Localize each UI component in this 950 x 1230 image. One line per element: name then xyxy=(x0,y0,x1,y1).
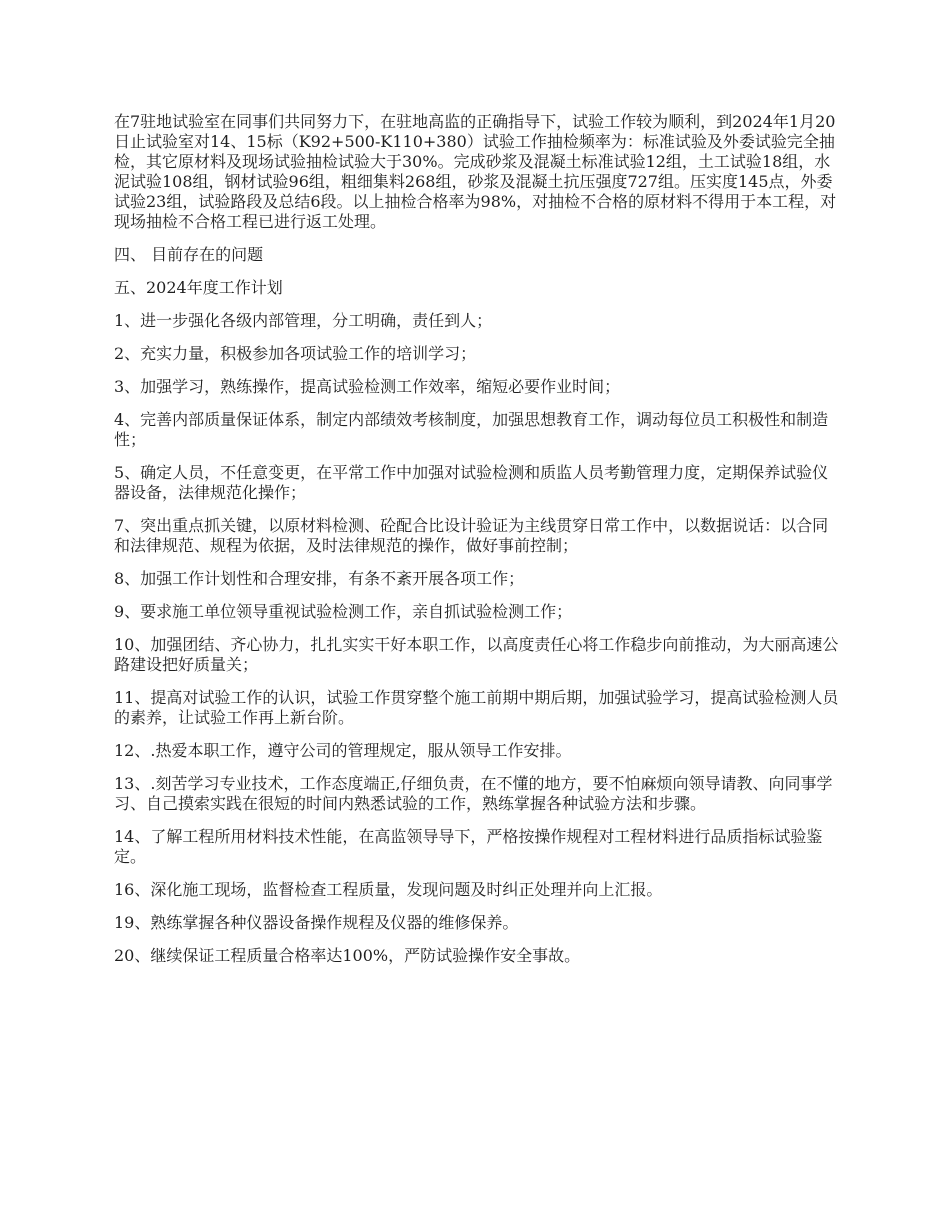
plan-item-1: 1、进一步强化各级内部管理，分工明确，责任到人； xyxy=(114,311,493,330)
plan-item-8: 8、加强工作计划性和合理安排，有条不紊开展各项工作； xyxy=(114,569,525,588)
plan-item-12: 12、.热爱本职工作，遵守公司的管理规定，服从领导工作安排。 xyxy=(114,741,572,760)
plan-item-14: 14、了解工程所用材料技术性能，在高监领导导下，严格按操作规程对工程材料进行品质指标试验鉴定。 xyxy=(114,827,823,866)
plan-item-10: 10、加强团结、齐心协力，扎扎实实干好本职工作，以高度责任心将工作稳步向前推动，为大丽高速公路建设把好质量关； xyxy=(114,635,839,674)
plan-item-4: 4、完善内部质量保证体系，制定内部绩效考核制度，加强思想教育工作，调动每位员工积极性和制造性； xyxy=(114,410,829,449)
section-heading-problems: 四、 目前存在的问题 xyxy=(114,245,264,264)
plan-item-13: 13、.刻苦学习专业技术，工作态度端正,仔细负责，在不懂的地方，要不怕麻烦向领导请教、向同事学习、自己摸索实践在很短的时间内熟悉试验的工作，熟练掌握各种试验方法和步骤。 xyxy=(114,774,833,813)
plan-item-11: 11、提高对试验工作的认识，试验工作贯穿整个施工前期中期后期，加强试验学习，提高试验检测人员的素养，让试验工作再上新台阶。 xyxy=(114,688,839,727)
plan-item-5: 5、确定人员，不任意变更，在平常工作中加强对试验检测和质监人员考勤管理力度，定期保养试验仪器设备，法律规范化操作； xyxy=(114,463,829,502)
plan-item-19: 19、熟练掌握各种仪器设备操作规程及仪器的维修保养。 xyxy=(114,913,519,932)
plan-item-7: 7、突出重点抓关键，以原材料检测、砼配合比设计验证为主线贯穿日常工作中，以数据说话：以合同和法律规范、规程为依据，及时法律规范的操作，做好事前控制； xyxy=(114,516,829,555)
plan-item-9: 9、要求施工单位领导重视试验检测工作，亲自抓试验检测工作； xyxy=(114,602,573,621)
plan-item-3: 3、加强学习，熟练操作，提高试验检测工作效率，缩短必要作业时间； xyxy=(114,377,621,396)
summary-paragraph: 在7驻地试验室在同事们共同努力下，在驻地高监的正确指导下，试验工作较为顺利，到2024年1月20日止试验室对14、15标（K92+500-K110+380）试验工作抽检频率为：标准试验及外委试验完全抽检，其它原材料及现场试验抽检试验大于30%。完成砂浆及混凝土标准试验12组，土工试验18组，水泥试验108组，钢材试验96组，粗细集料268组，砂浆及混凝土抗压强度727组。压实度145点，外委试验23组，试验路段及总结6段。以上抽检合格率为98%，对抽检不合格的原材料不得用于本工程，对现场抽检不合格工程已进行返工处理。 xyxy=(114,112,837,231)
plan-item-16: 16、深化施工现场，监督检查工程质量，发现问题及时纠正处理并向上汇报。 xyxy=(114,880,663,899)
document-body xyxy=(114,112,839,979)
section-heading-work-plan: 五、2024年度工作计划 xyxy=(114,278,283,297)
plan-item-20: 20、继续保证工程质量合格率达100%，严防试验操作安全事故。 xyxy=(114,946,581,965)
plan-item-2: 2、充实力量，积极参加各项试验工作的培训学习； xyxy=(114,344,477,363)
